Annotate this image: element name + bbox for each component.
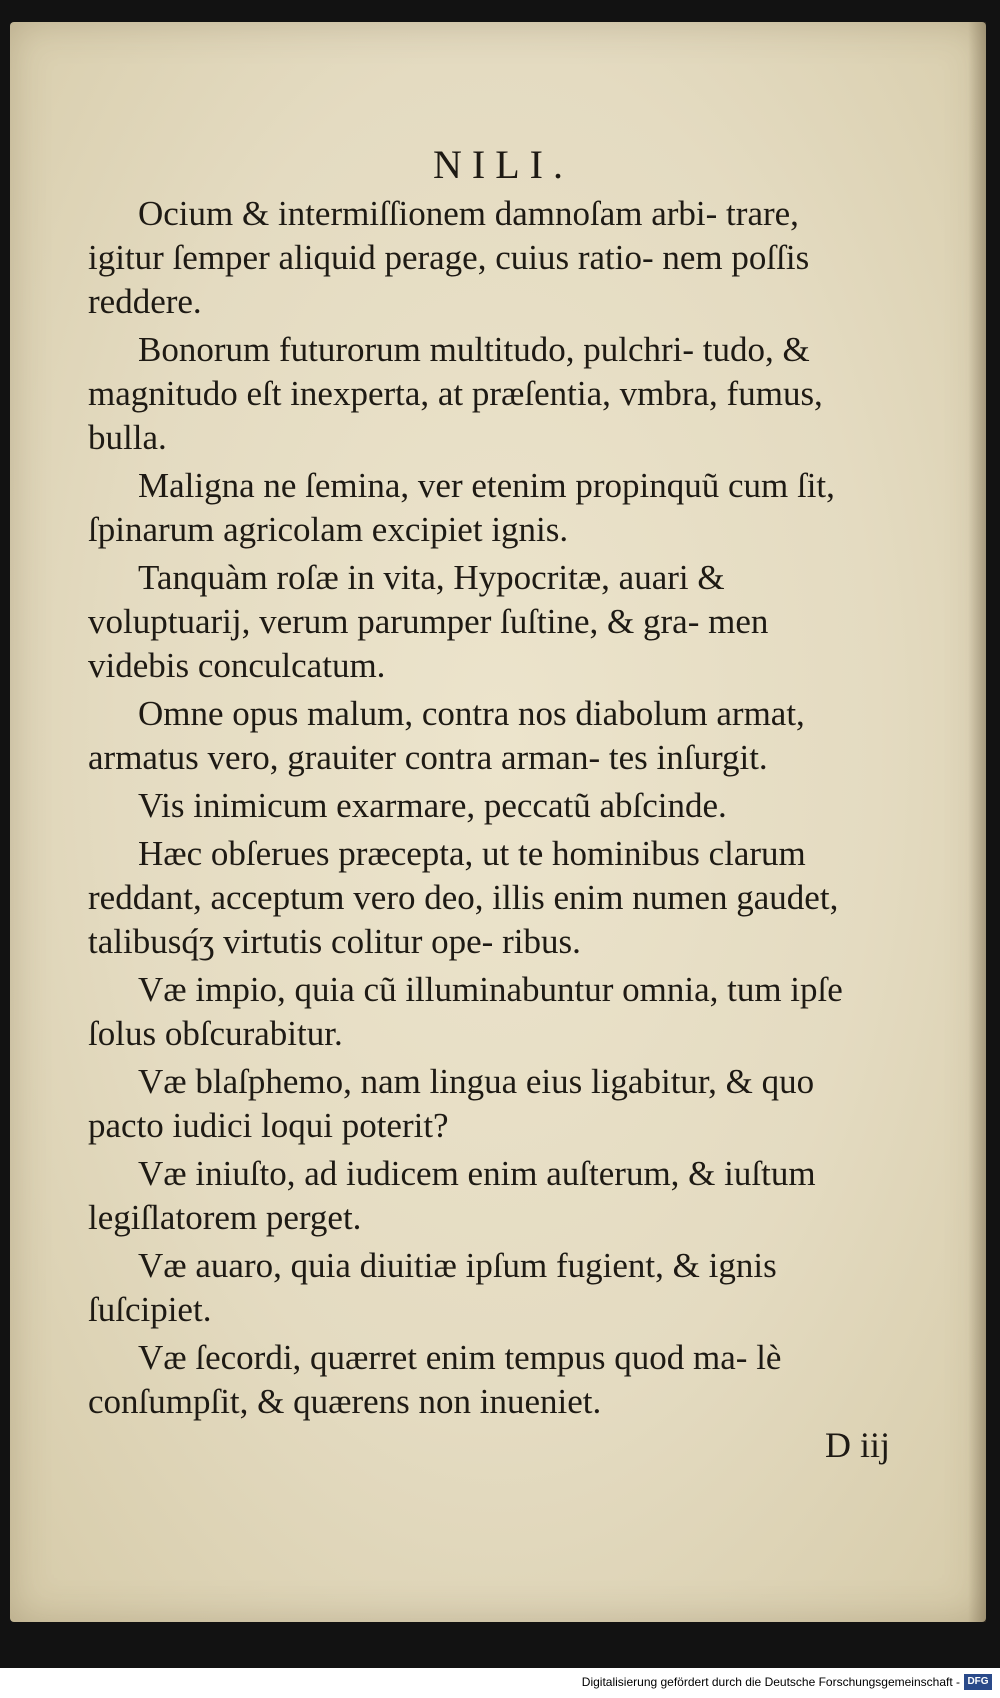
text-block — [88, 140, 878, 1428]
funding-credit: Digitalisierung gefördert durch die Deutsche Forschungsgemeinschaft - — [581, 1675, 960, 1689]
footer-bar — [0, 1668, 1000, 1698]
paragraph: Ocium & intermiſſionem damnoſam arbi- trare, igitur ſemper aliquid perage, cuius ratio- nem poſſis reddere. — [88, 194, 810, 321]
paragraph: Tanquàm roſæ in vita, Hypocritæ, auari & voluptuarij, verum parumper ſuſtine, & gra- men videbis conculcatum. — [88, 558, 769, 685]
paragraph: Vis inimicum exarmare, peccatũ abſcinde. — [138, 786, 727, 825]
paragraph: Væ auaro, quia diuitiæ ipſum fugient, & ignis ſuſcipiet. — [88, 1246, 777, 1329]
paragraph: Væ iniuſto, ad iudicem enim auſterum, & iuſtum legiſlatorem perget. — [88, 1154, 816, 1237]
paragraph: Bonorum futurorum multitudo, pulchri- tudo, & magnitudo eſt inexperta, at præſentia, vmbra, fumus, bulla. — [88, 330, 823, 457]
page-edge-shadow — [968, 22, 986, 1622]
paragraph: Omne opus malum, contra nos diabolum armat, armatus vero, grauiter contra arman- tes inſurgit. — [88, 694, 805, 777]
paragraph: Hæc obſerues præcepta, ut te hominibus clarum reddant, acceptum vero deo, illis enim numen gaudet, talibusq́ʒ virtutis colitur ope- ribus. — [88, 834, 839, 961]
paragraph: Væ ſecordi, quærret enim tempus quod ma- lè conſumpſit, & quærens non inueniet. — [88, 1338, 782, 1421]
paragraph: Væ impio, quia cũ illuminabuntur omnia, tum ipſe ſolus obſcurabitur. — [88, 970, 843, 1053]
paragraph: Væ blaſphemo, nam lingua eius ligabitur, & quo pacto iudici loqui poterit? — [88, 1062, 815, 1145]
paragraph: Maligna ne ſemina, ver etenim propinquũ cum ſit, ſpinarum agricolam excipiet ignis. — [88, 466, 835, 549]
signature-mark: D iij — [824, 1425, 890, 1465]
dfg-logo: DFG — [964, 1674, 992, 1690]
running-head: NILI. — [433, 142, 573, 187]
